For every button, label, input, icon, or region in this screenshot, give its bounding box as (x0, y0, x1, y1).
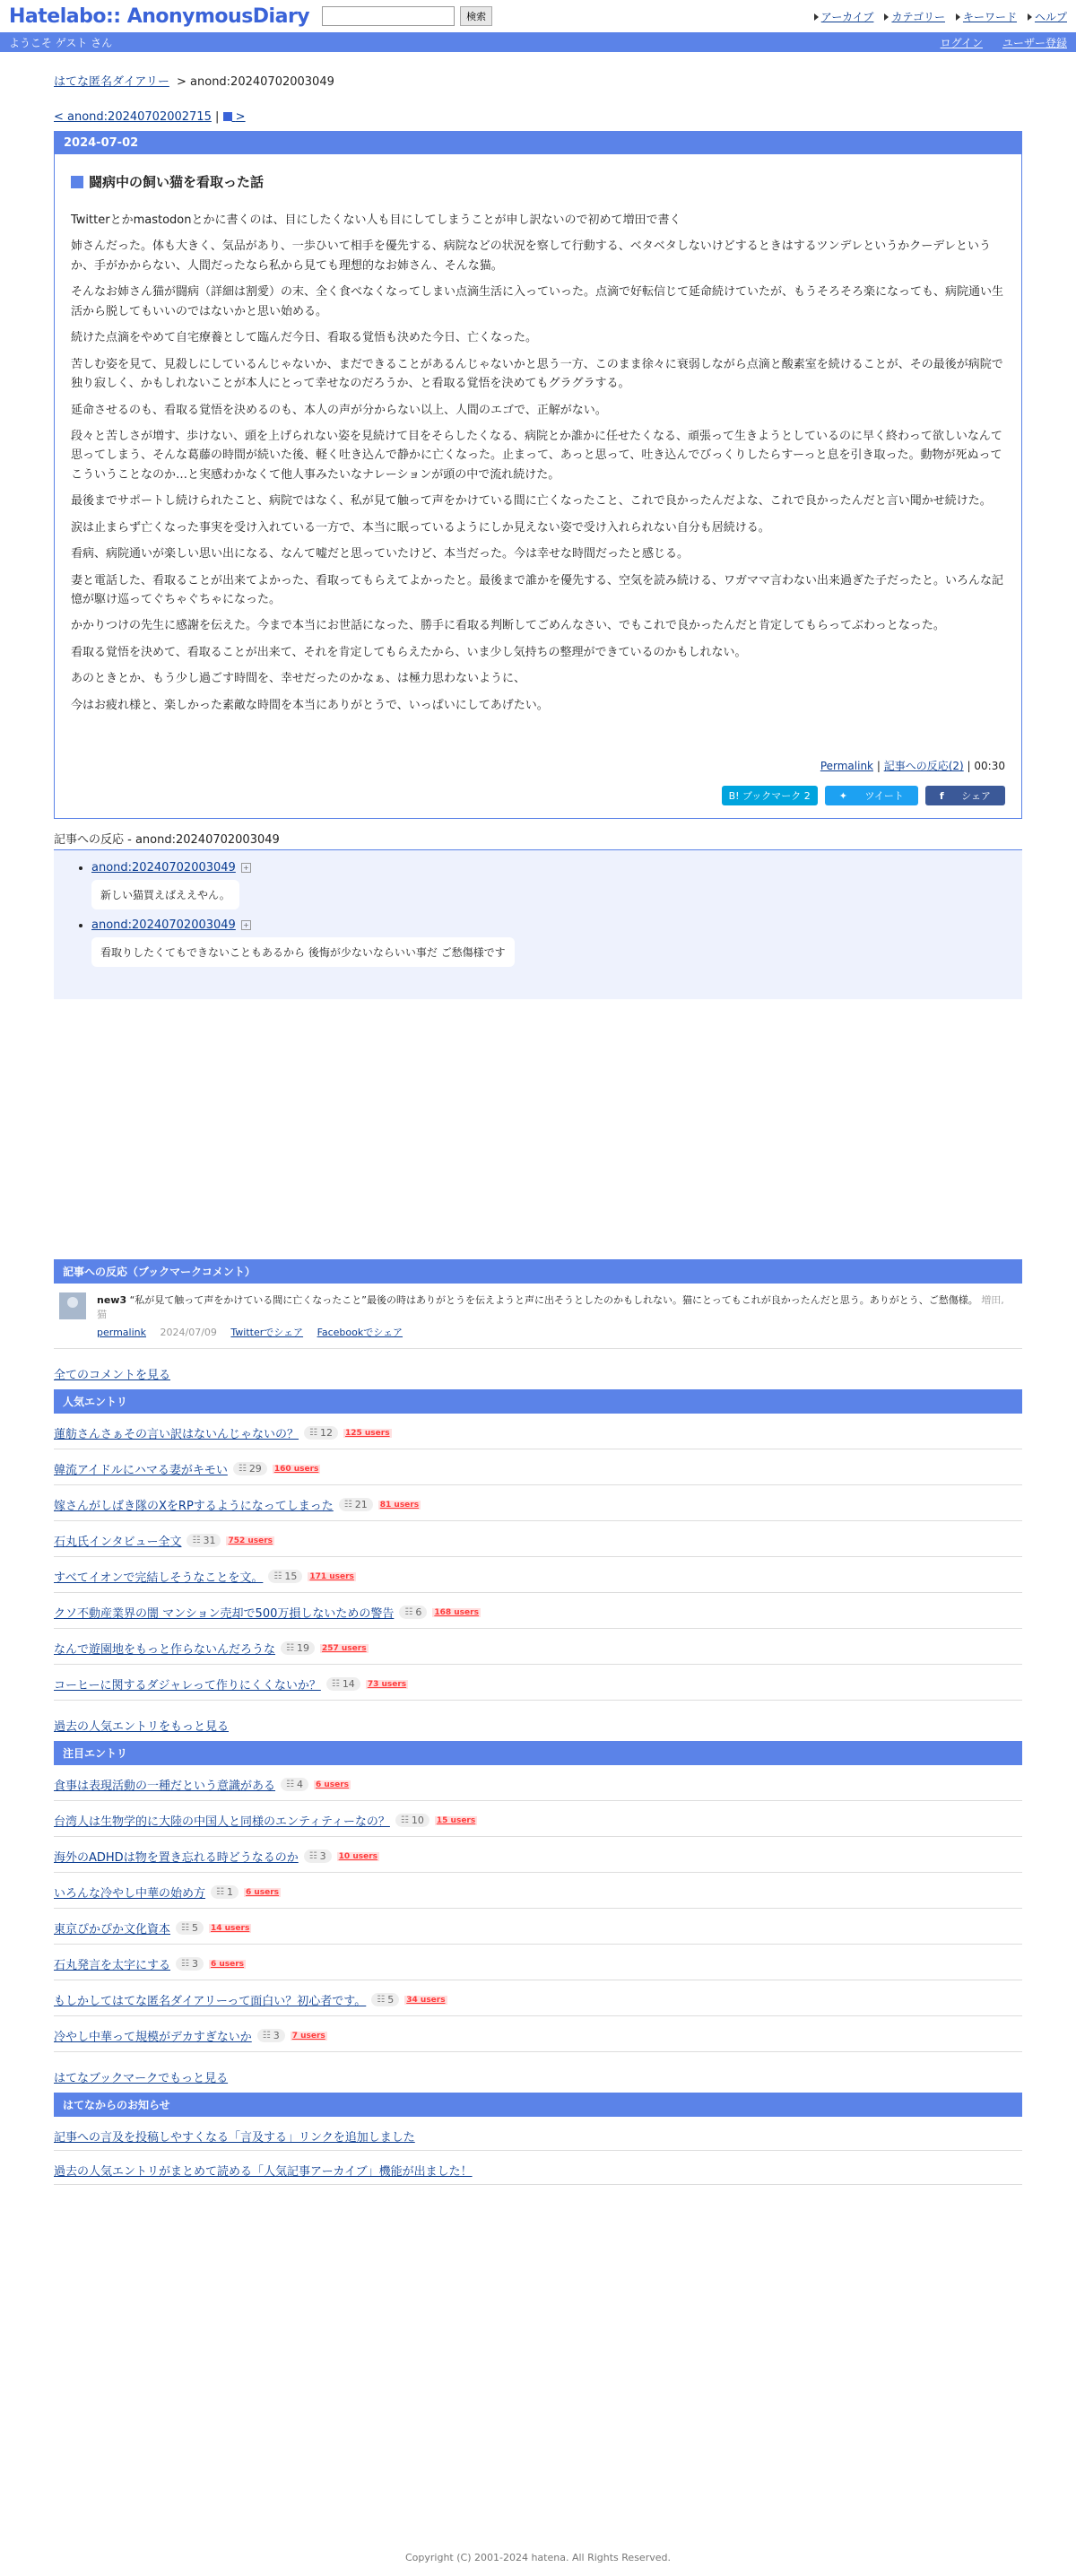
comment-permalink[interactable]: permalink (97, 1327, 146, 1339)
entry-paragraph: 段々と苦しさが増す、歩けない、頭を上げられない姿を見続けて目をそらしたくなる、病院とか誰かに任せたくなる、頑張って生きようとしているのに早く終わって欲しいなんて思ってしまう、そんな葛藤の時間が続いた後、軽く吐き込んで静かに亡くなった。止まって、あっと思って、吐き込んでびっくりしたらすーっと息を引き取った。動物が死ぬってこういうことなのか…と実感わかなくて他人事みたいなナレーションが頭の中で流れ続けた。 (71, 429, 1002, 482)
bookmark-users-badge[interactable]: 7 users (291, 2031, 325, 2041)
entry-paragraph: Twitterとかmastodonとかに書くのは、目にしたくない人も目にしてしまうことが申し訳ないので初めて増田で書く (71, 213, 681, 227)
facebook-label: シェア (961, 790, 991, 803)
register-link[interactable]: ユーザー登録 (1002, 36, 1067, 49)
response-link[interactable]: anond:20240702003049 (91, 918, 236, 933)
tweet-button[interactable] (825, 786, 918, 805)
bookmark-users-badge[interactable]: 34 users (406, 1995, 446, 2005)
entry-link[interactable]: 石丸発言を太字にする (54, 1959, 171, 1973)
entry-footer-sep: | (967, 760, 971, 773)
entry-link[interactable]: 東京ぴかぴか文化資本 (54, 1923, 171, 1937)
bookmark-users-badge[interactable]: 6 users (245, 1887, 280, 1897)
entry-paragraph: 看病、病院通いが楽しい思い出になる、なんて嘘だと思っていたけど、本当だった。今は幸せな時間だったと感じる。 (71, 547, 690, 561)
nav-help[interactable]: ヘルプ (1028, 9, 1067, 24)
comment-count-badge[interactable]: ☷ 19 (281, 1641, 315, 1655)
site-logo[interactable]: Hatelabo:: AnonymousDiary (9, 4, 310, 28)
entry-row (54, 1557, 1022, 1593)
entry-footer-sep: | (876, 760, 881, 773)
entry-paragraph: そんなお姉さん猫が闘病（詳細は割愛）の末、全く食べなくなってしまい点滴生活に入っていった。点滴で好転信じて延命続けていたが、もうそろそろ楽になっても、病院通い生活から脱してもいいのではないかと思い始める。 (71, 285, 1004, 318)
popular-more-link[interactable]: 過去の人気エントリをもっと見る (54, 1720, 230, 1735)
comment-user: new3 (97, 1294, 127, 1307)
response-text: 看取りしたくてもできないこともあるから 後悔が少ないならいい事だ ご愁傷様です (91, 937, 515, 967)
entry-link[interactable]: 韓流アイドルにハマる妻がキモい (54, 1464, 228, 1478)
comment-count-badge[interactable]: ☷ 3 (304, 1849, 332, 1863)
entry-link[interactable]: すべてイオンで完結しそうなことを文。 (54, 1571, 264, 1586)
entry-paragraph: 今はお疲れ様と、楽しかった素敵な時間を本当にありがとうで、いっぱいにしてあげたい。 (71, 698, 549, 712)
bookmark-users-badge[interactable]: 10 users (338, 1851, 377, 1861)
entry-row (54, 1629, 1022, 1665)
facebook-icon: f (939, 790, 944, 803)
expand-toggle-icon[interactable]: + (241, 920, 251, 930)
bookmark-users-badge[interactable]: 81 users (379, 1500, 420, 1510)
comment-count-badge[interactable]: ☷ 5 (176, 1921, 204, 1935)
search-input[interactable] (322, 6, 455, 26)
bookmark-comment (54, 1284, 1022, 1349)
bookmark-users-badge[interactable]: 6 users (210, 1959, 245, 1969)
response-link[interactable]: anond:20240702003049 (91, 861, 236, 875)
bookmark-users-badge[interactable]: 257 users (321, 1643, 367, 1653)
entry-body (55, 211, 1021, 715)
comment-count-badge[interactable]: ☷ 29 (233, 1462, 267, 1475)
breadcrumb (54, 72, 1022, 89)
entry-row (54, 1485, 1022, 1521)
comment-twitter-share[interactable]: Twitterでシェア (230, 1327, 304, 1339)
comment-tags: 増田, 猫 (97, 1294, 1004, 1321)
entry-link[interactable]: なんで遊園地をもっと作らないんだろうな (54, 1643, 276, 1658)
entry-link[interactable]: 食事は表現活動の一種だという意識がある (54, 1780, 276, 1794)
bookmark-users-badge[interactable]: 14 users (210, 1923, 250, 1933)
bookmark-users-badge[interactable]: 752 users (228, 1536, 273, 1545)
share-buttons (55, 779, 1021, 818)
nav-archive[interactable]: アーカイブ (814, 9, 874, 24)
bookmark-users-badge[interactable]: 160 users (273, 1464, 319, 1474)
entry-link[interactable]: 台湾人は生物学的に大陸の中国人と同様のエンティティーなの？ (54, 1815, 390, 1830)
entry-title-text: 闘病中の飼い猫を看取った話 (89, 174, 265, 190)
comment-count-badge[interactable]: ☷ 31 (187, 1534, 221, 1547)
next-entry-link[interactable] (223, 110, 246, 124)
responses-title: 記事への反応 - anond:20240702003049 (54, 830, 1022, 850)
news-link[interactable]: 過去の人気エントリがまとめて読める「人気記事アーカイブ」機能が出ました！ (54, 2165, 473, 2180)
comment-text: “私が見て触って声をかけている間に亡くなったこと”最後の時はありがとうを伝えようと声に出そうとしたのかもしれない。猫にとってもこれが良かったんだと思う。ありがとう、ご愁傷様。 (129, 1294, 978, 1307)
comment-count-badge[interactable]: ☷ 10 (395, 1814, 430, 1827)
facebook-share-button[interactable] (925, 786, 1005, 805)
entry-row (54, 2016, 1022, 2052)
square-icon (71, 176, 83, 188)
entry-row (54, 1801, 1022, 1837)
comment-count-badge[interactable]: ☷ 4 (281, 1778, 308, 1791)
prev-next-sep: | (215, 110, 220, 124)
attention-more-link[interactable]: はてなブックマークでもっと見る (54, 2072, 229, 2086)
comment-count-badge[interactable]: ☷ 3 (176, 1957, 204, 1971)
entry-row (54, 1873, 1022, 1909)
entry-date: 2024-07-02 (55, 132, 1021, 154)
bookmark-users-badge[interactable]: 6 users (315, 1780, 350, 1789)
entry-row (54, 1521, 1022, 1557)
response-item (91, 861, 1022, 909)
breadcrumb-home[interactable]: はてな匿名ダイアリー (54, 75, 169, 89)
entry-link[interactable]: コーヒーに関するダジャレって作りにくくないか？ (54, 1679, 321, 1693)
tweet-label: ツイート (864, 790, 904, 803)
response-item (91, 918, 1022, 967)
popular-list (54, 1414, 1022, 1701)
entry-link[interactable]: 蓮舫さんさぁその言い訳はないんじゃないの？ (54, 1428, 299, 1442)
attention-heading: 注目エントリ (54, 1741, 1022, 1765)
entry-paragraph: あのときとか、もう少し過ごす時間を、幸せだったのかなぁ、は極力思わないように、 (71, 672, 526, 686)
square-icon (223, 112, 232, 121)
entry-link[interactable]: 嫁さんがしばき隊のXをRPするようになってしまった (54, 1500, 334, 1514)
entry-paragraph: 最後までサポートし続けられたこと、病院ではなく、私が見て触って声をかけている間に亡くなったこと、これで良かったんだよな、これで良かったんだと言い聞かせ続けた。 (71, 494, 992, 509)
entry-paragraph: 苦しむ姿を見て、見殺しにしているんじゃないか、まだできることがあるんじゃないかと思う一方、このまま徐々に衰弱しながら点滴と酸素室を続けることが、その最後が病院で独り寂しく、かもしれないことが本人にとって幸せなのだろうか、と看取る覚悟を決めてもグラグラする。 (71, 357, 1003, 391)
entry-row (54, 1909, 1022, 1945)
entry-row (54, 1765, 1022, 1801)
entry-row (54, 1665, 1022, 1701)
news-heading: はてなからのお知らせ (54, 2093, 1022, 2117)
reactions-link[interactable]: 記事への反応(2) (883, 760, 964, 773)
entry-paragraph: 妻と電話した、看取ることが出来てよかった、看取ってもらえてよかったと。最後まで誰かを優先する、空気を読み続ける、ワガママ言わない出来過ぎた子だったと。いろんな記憶が駆け巡ってぐちゃぐちゃになった。 (71, 573, 1004, 606)
avatar (59, 1292, 86, 1319)
bookmark-users-badge[interactable]: 168 users (434, 1607, 479, 1617)
comment-count-badge[interactable]: ☷ 14 (326, 1677, 360, 1691)
entry-time: 00:30 (974, 760, 1005, 773)
entry-row (54, 1593, 1022, 1629)
nav-category[interactable]: カテゴリー (884, 9, 945, 24)
comment-date: 2024/07/09 (160, 1327, 217, 1339)
entry-paragraph: 涙は止まらず亡くなった事実を受け入れている一方で、本当に眠っているようにしか見えない姿で受け入れられない自分も居続ける。 (71, 520, 770, 535)
bird-icon: ✦ (838, 790, 847, 803)
entry-paragraph: 続けた点滴をやめて自宅療養として臨んだ今日、看取る覚悟も決めた今日、亡くなった。 (71, 331, 538, 345)
main-content (54, 72, 1022, 2185)
comment-count-badge[interactable]: ☷ 1 (211, 1885, 239, 1899)
entry-link[interactable]: 石丸氏インタビュー全文 (54, 1536, 182, 1550)
entry-link[interactable]: いろんな冷やし中華の始め方 (54, 1887, 206, 1902)
prev-entry-link[interactable]: < anond:20240702002715 (54, 110, 212, 124)
bookmark-comments-heading: 記事への反応（ブックマークコメント） (54, 1259, 1022, 1284)
responses-list (54, 850, 1022, 999)
comment-count-badge[interactable]: ☷ 6 (399, 1606, 427, 1619)
comment-count-badge[interactable]: ☷ 15 (268, 1570, 302, 1583)
breadcrumb-sep: > (176, 75, 187, 89)
comment-count-badge[interactable]: ☷ 12 (304, 1426, 338, 1440)
entry-box (54, 131, 1022, 819)
entry-link[interactable]: クソ不動産業界の闇 マンション売却で500万損しないための警告 (54, 1607, 395, 1622)
bookmark-users-badge[interactable]: 73 users (367, 1679, 407, 1689)
bookmark-users-badge[interactable]: 171 users (309, 1571, 354, 1581)
top-header (0, 0, 1076, 32)
news-link[interactable]: 記事への言及を投稿しやすくなる「言及する」リンクを追加しました (54, 2131, 415, 2145)
entry-paragraph: 姉さんだった。体も大きく、気品があり、一歩ひいて相手を優先する、病院などの状況を察して行動する、ベタベタしないけどするときはするツンデレというかクーデレというか、手がかからない、人間だったなら私から見ても理想的なお姉さん、そんな猫。 (71, 239, 991, 273)
user-bar (0, 32, 1076, 52)
comment-facebook-share[interactable]: Facebookでシェア (317, 1327, 404, 1339)
login-link[interactable]: ログイン (940, 36, 983, 49)
next-label: > (235, 110, 246, 124)
entry-title (71, 172, 1005, 191)
prev-next-nav (54, 110, 1022, 124)
entry-link[interactable]: もしかしてはてな匿名ダイアリーって面白い？初心者です。 (54, 1995, 367, 2009)
news-item (54, 2151, 1022, 2185)
comment-count-badge[interactable]: ☷ 3 (257, 2029, 285, 2042)
welcome-text: ようこそ ゲスト さん (9, 36, 113, 49)
entry-footer (55, 722, 1021, 779)
news-item (54, 2117, 1022, 2151)
bookmark-users-badge[interactable]: 15 users (436, 1815, 476, 1825)
popular-heading: 人気エントリ (54, 1389, 1022, 1414)
entry-row (54, 1414, 1022, 1449)
entry-row (54, 1449, 1022, 1485)
nav-keyword[interactable]: キーワード (956, 9, 1017, 24)
search-form (322, 6, 492, 26)
expand-toggle-icon[interactable]: + (241, 863, 251, 873)
entry-row (54, 1945, 1022, 1980)
ad-space (54, 999, 1022, 1259)
entry-link[interactable]: 海外のADHDは物を置き忘れる時どうなるのか (54, 1851, 299, 1866)
copyright: Copyright (C) 2001-2024 hatena. All Rights Reserved. (405, 2552, 671, 2563)
entry-paragraph: 看取る覚悟を決めて、看取ることが出来て、それを肯定してもらえたから、いま少し気持ちの整理ができているのかもしれない。 (71, 645, 747, 659)
entry-link[interactable]: 冷やし中華って規模がデカすぎないか (54, 2031, 252, 2045)
permalink-link[interactable]: Permalink (820, 760, 873, 773)
entry-row (54, 1837, 1022, 1873)
entry-row (54, 1980, 1022, 2016)
bookmark-button[interactable]: B! ブックマーク 2 (722, 786, 818, 805)
entry-paragraph: 延命させるのも、看取る覚悟を決めるのも、本人の声が分からない以上、人間のエゴで、正解がない。 (71, 403, 607, 417)
all-comments-link[interactable]: 全てのコメントを見る (54, 1369, 171, 1383)
comment-count-badge[interactable]: ☷ 21 (339, 1498, 373, 1511)
bookmark-users-badge[interactable]: 125 users (344, 1428, 390, 1438)
top-nav (814, 9, 1067, 24)
entry-paragraph: かかりつけの先生に感謝を伝えた。今まで本当にお世話になった、勝手に看取る判断してごめんなさい、でもこれで良かったんだと肯定してもらってぶわっとなった。 (71, 619, 945, 633)
response-text: 新しい猫買えばええやん。 (91, 880, 239, 909)
attention-list (54, 1765, 1022, 2052)
comment-count-badge[interactable]: ☷ 5 (371, 1993, 399, 2006)
search-button[interactable]: 検索 (460, 6, 492, 26)
breadcrumb-current: anond:20240702003049 (190, 75, 334, 89)
